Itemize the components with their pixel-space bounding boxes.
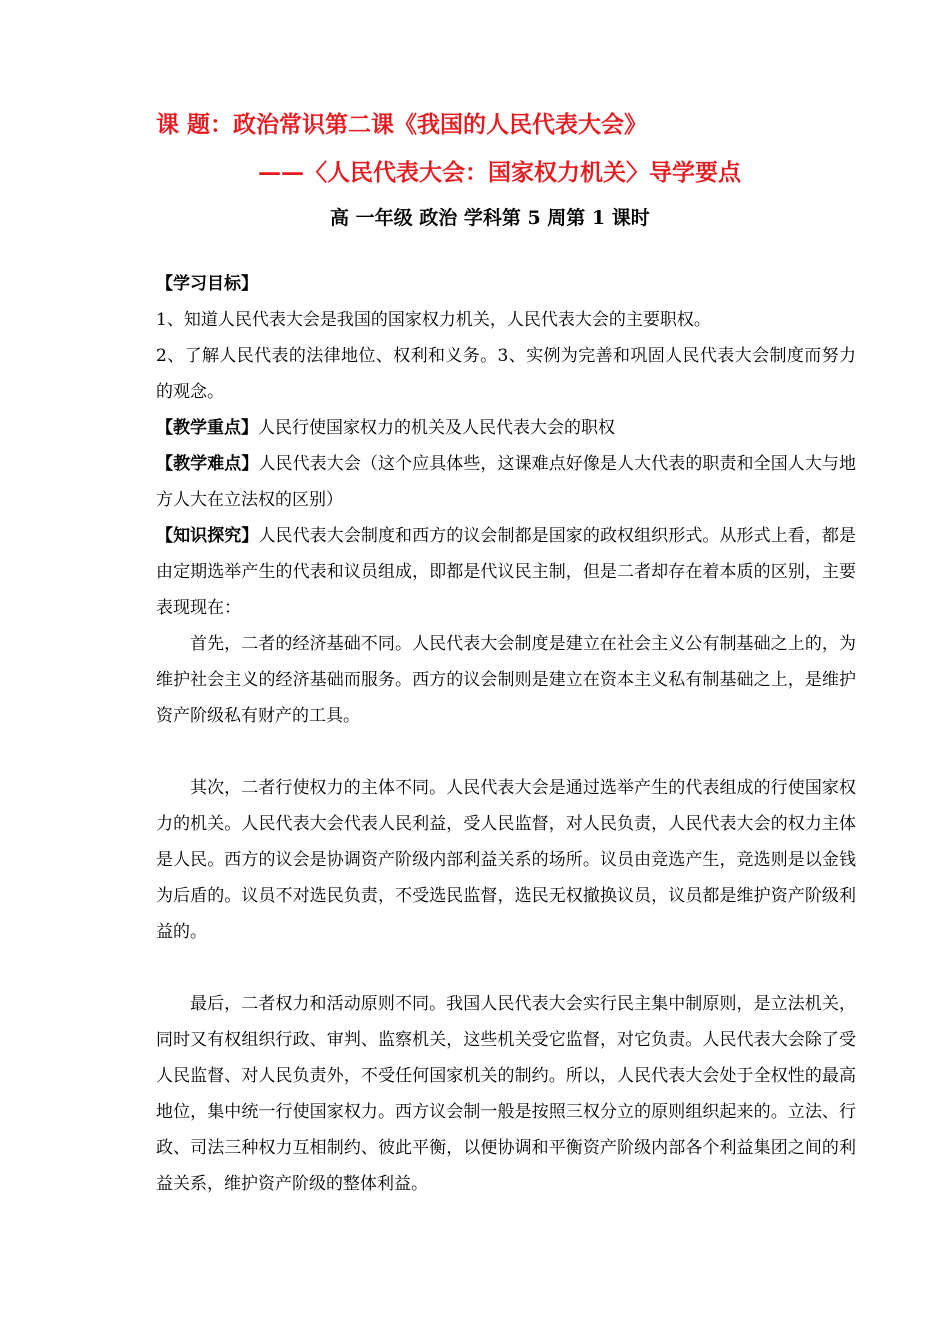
document-body — [156, 266, 856, 1202]
difficulty-label: 【教学难点】 — [156, 454, 259, 474]
lesson-title: 课 题：政治常识第二课《我国的人民代表大会》 — [156, 111, 648, 138]
paragraph-spacer — [156, 950, 856, 986]
explore-text: 人民代表大会制度和西方的议会制都是国家的政权组织形式。从形式上看，都是由定期选举产生的代表和议员组成，即都是代议民主制，但是二者却存在着本质的区别，主要表现现在： — [156, 526, 857, 618]
difficulty-paragraph — [156, 446, 856, 518]
goal-item-2: 2、了解人民代表的法律地位、权利和义务。3、实例为完善和巩固人民代表大会制度而努力的观念。 — [156, 346, 856, 402]
paragraph-economic-basis: 首先，二者的经济基础不同。人民代表大会制度是建立在社会主义公有制基础之上的，为维护社会主义的经济基础而服务。西方的议会制则是建立在资本主义私有制基础之上，是维护资产阶级私有财产的工具。 — [156, 634, 856, 726]
explore-label: 【知识探究】 — [156, 526, 259, 546]
explore-paragraph — [156, 518, 856, 626]
goals-heading: 【学习目标】 — [156, 274, 258, 294]
grade-subject-line: 高 一年级 政治 学科第 5 周第 1 课时 — [330, 207, 650, 229]
goal-item-1: 1、知道人民代表大会是我国的国家权力机关，人民代表大会的主要职权。 — [156, 310, 711, 330]
lesson-subtitle-title: ——〈人民代表大会：国家权力机关〉导学要点 — [258, 159, 741, 186]
paragraph-spacer — [156, 734, 856, 770]
key-point-paragraph — [156, 410, 856, 446]
key-point-text: 人民行使国家权力的机关及人民代表大会的职权 — [258, 418, 615, 438]
difficulty-text: 人民代表大会（这个应具体些，这课难点好像是人大代表的职责和全国人大与地方人大在立法权的区别） — [156, 454, 857, 510]
key-point-label: 【教学重点】 — [156, 418, 258, 438]
paragraph-principles: 最后，二者权力和活动原则不同。我国人民代表大会实行民主集中制原则，是立法机关，同时又有权组织行政、审判、监察机关，这些机关受它监督，对它负责。人民代表大会除了受人民监督、对人民负责外，不受任何国家机关的制约。所以，人民代表大会处于全权性的最高地位，集中统一行使国家权力。西方议会制一般是按照三权分立的原则组织起来的。立法、行政、司法三种权力互相制约、彼此平衡，以便协调和平衡资产阶级内部各个利益集团之间的利益关系，维护资产阶级的整体利益。 — [156, 994, 856, 1194]
paragraph-power-subject: 其次，二者行使权力的主体不同。人民代表大会是通过选举产生的代表组成的行使国家权力的机关。人民代表大会代表人民利益，受人民监督，对人民负责，人民代表大会的权力主体是人民。西方的议会是协调资产阶级内部利益关系的场所。议员由竞选产生，竞选则是以金钱为后盾的。议员不对选民负责，不受选民监督，选民无权撤换议员，议员都是维护资产阶级利益的。 — [156, 778, 856, 942]
